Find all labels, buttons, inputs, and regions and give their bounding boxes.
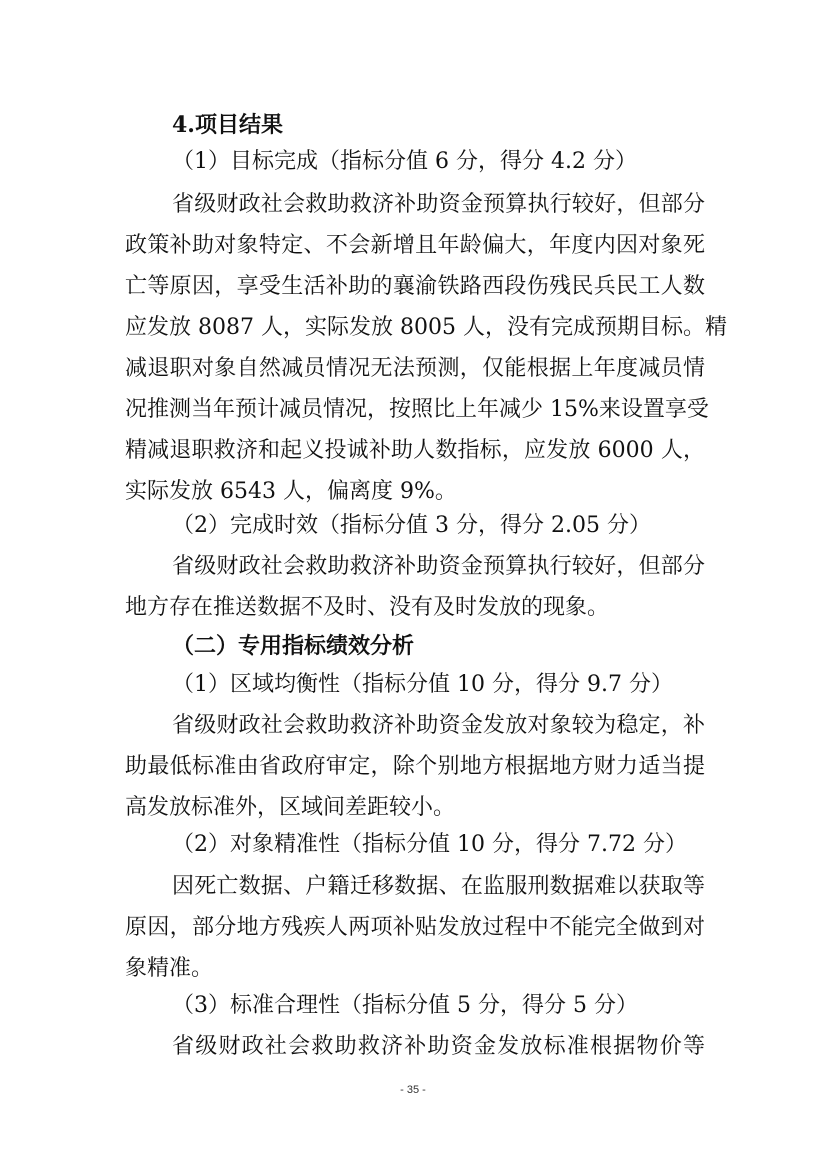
page-number: - 35 -	[400, 1084, 426, 1096]
para1-line: 况推测当年预计减员情况，按照比上年减少 15%来设置享受	[125, 397, 709, 422]
item3-heading: （1）区域均衡性（指标分值 10 分，得分 9.7 分）	[172, 672, 673, 697]
para2-line: 省级财政社会救助救济补助资金预算执行较好，但部分	[172, 554, 705, 579]
para4-line: 象精准。	[125, 956, 214, 981]
para1-line: 实际发放 6543 人，偏离度 9%。	[125, 479, 457, 504]
section-title: 4.项目结果	[172, 112, 283, 138]
para3-line: 省级财政社会救助救济补助资金发放对象较为稳定，补	[172, 713, 705, 738]
para4-line: 因死亡数据、户籍迁移数据、在监服刑数据难以获取等	[172, 874, 705, 899]
para4-line: 原因，部分地方残疾人两项补贴发放过程中不能完全做到对	[125, 915, 705, 940]
para3-line: 助最低标准由省政府审定，除个别地方根据地方财力适当提	[125, 754, 705, 779]
para1-line: 减退职对象自然减员情况无法预测，仅能根据上年度减员情	[125, 356, 705, 381]
para2-line: 地方存在推送数据不及时、没有及时发放的现象。	[125, 595, 610, 620]
para1-line: 亡等原因，享受生活补助的襄渝铁路西段伤残民兵民工人数	[125, 274, 705, 299]
item5-heading: （3）标准合理性（指标分值 5 分，得分 5 分）	[172, 993, 638, 1018]
para1-line: 应发放 8087 人，实际发放 8005 人，没有完成预期目标。精	[125, 315, 727, 340]
para1-line: 精减退职救济和起义投诚补助人数指标，应发放 6000 人，	[125, 438, 705, 463]
para3-line: 高发放标准外，区域间差距较小。	[125, 795, 456, 820]
section2-title: （二）专用指标绩效分析	[172, 633, 415, 659]
para5-line: 省级财政社会救助救济补助资金发放标准根据物价等	[172, 1034, 705, 1059]
item2-heading: （2）完成时效（指标分值 3 分，得分 2.05 分）	[172, 513, 651, 538]
para1-line: 政策补助对象特定、不会新增且年龄偏大，年度内因对象死	[125, 233, 705, 258]
item1-heading: （1）目标完成（指标分值 6 分，得分 4.2 分）	[172, 149, 637, 174]
item4-heading: （2）对象精准性（指标分值 10 分，得分 7.72 分）	[172, 832, 687, 857]
para1-line: 省级财政社会救助救济补助资金预算执行较好，但部分	[172, 192, 705, 217]
